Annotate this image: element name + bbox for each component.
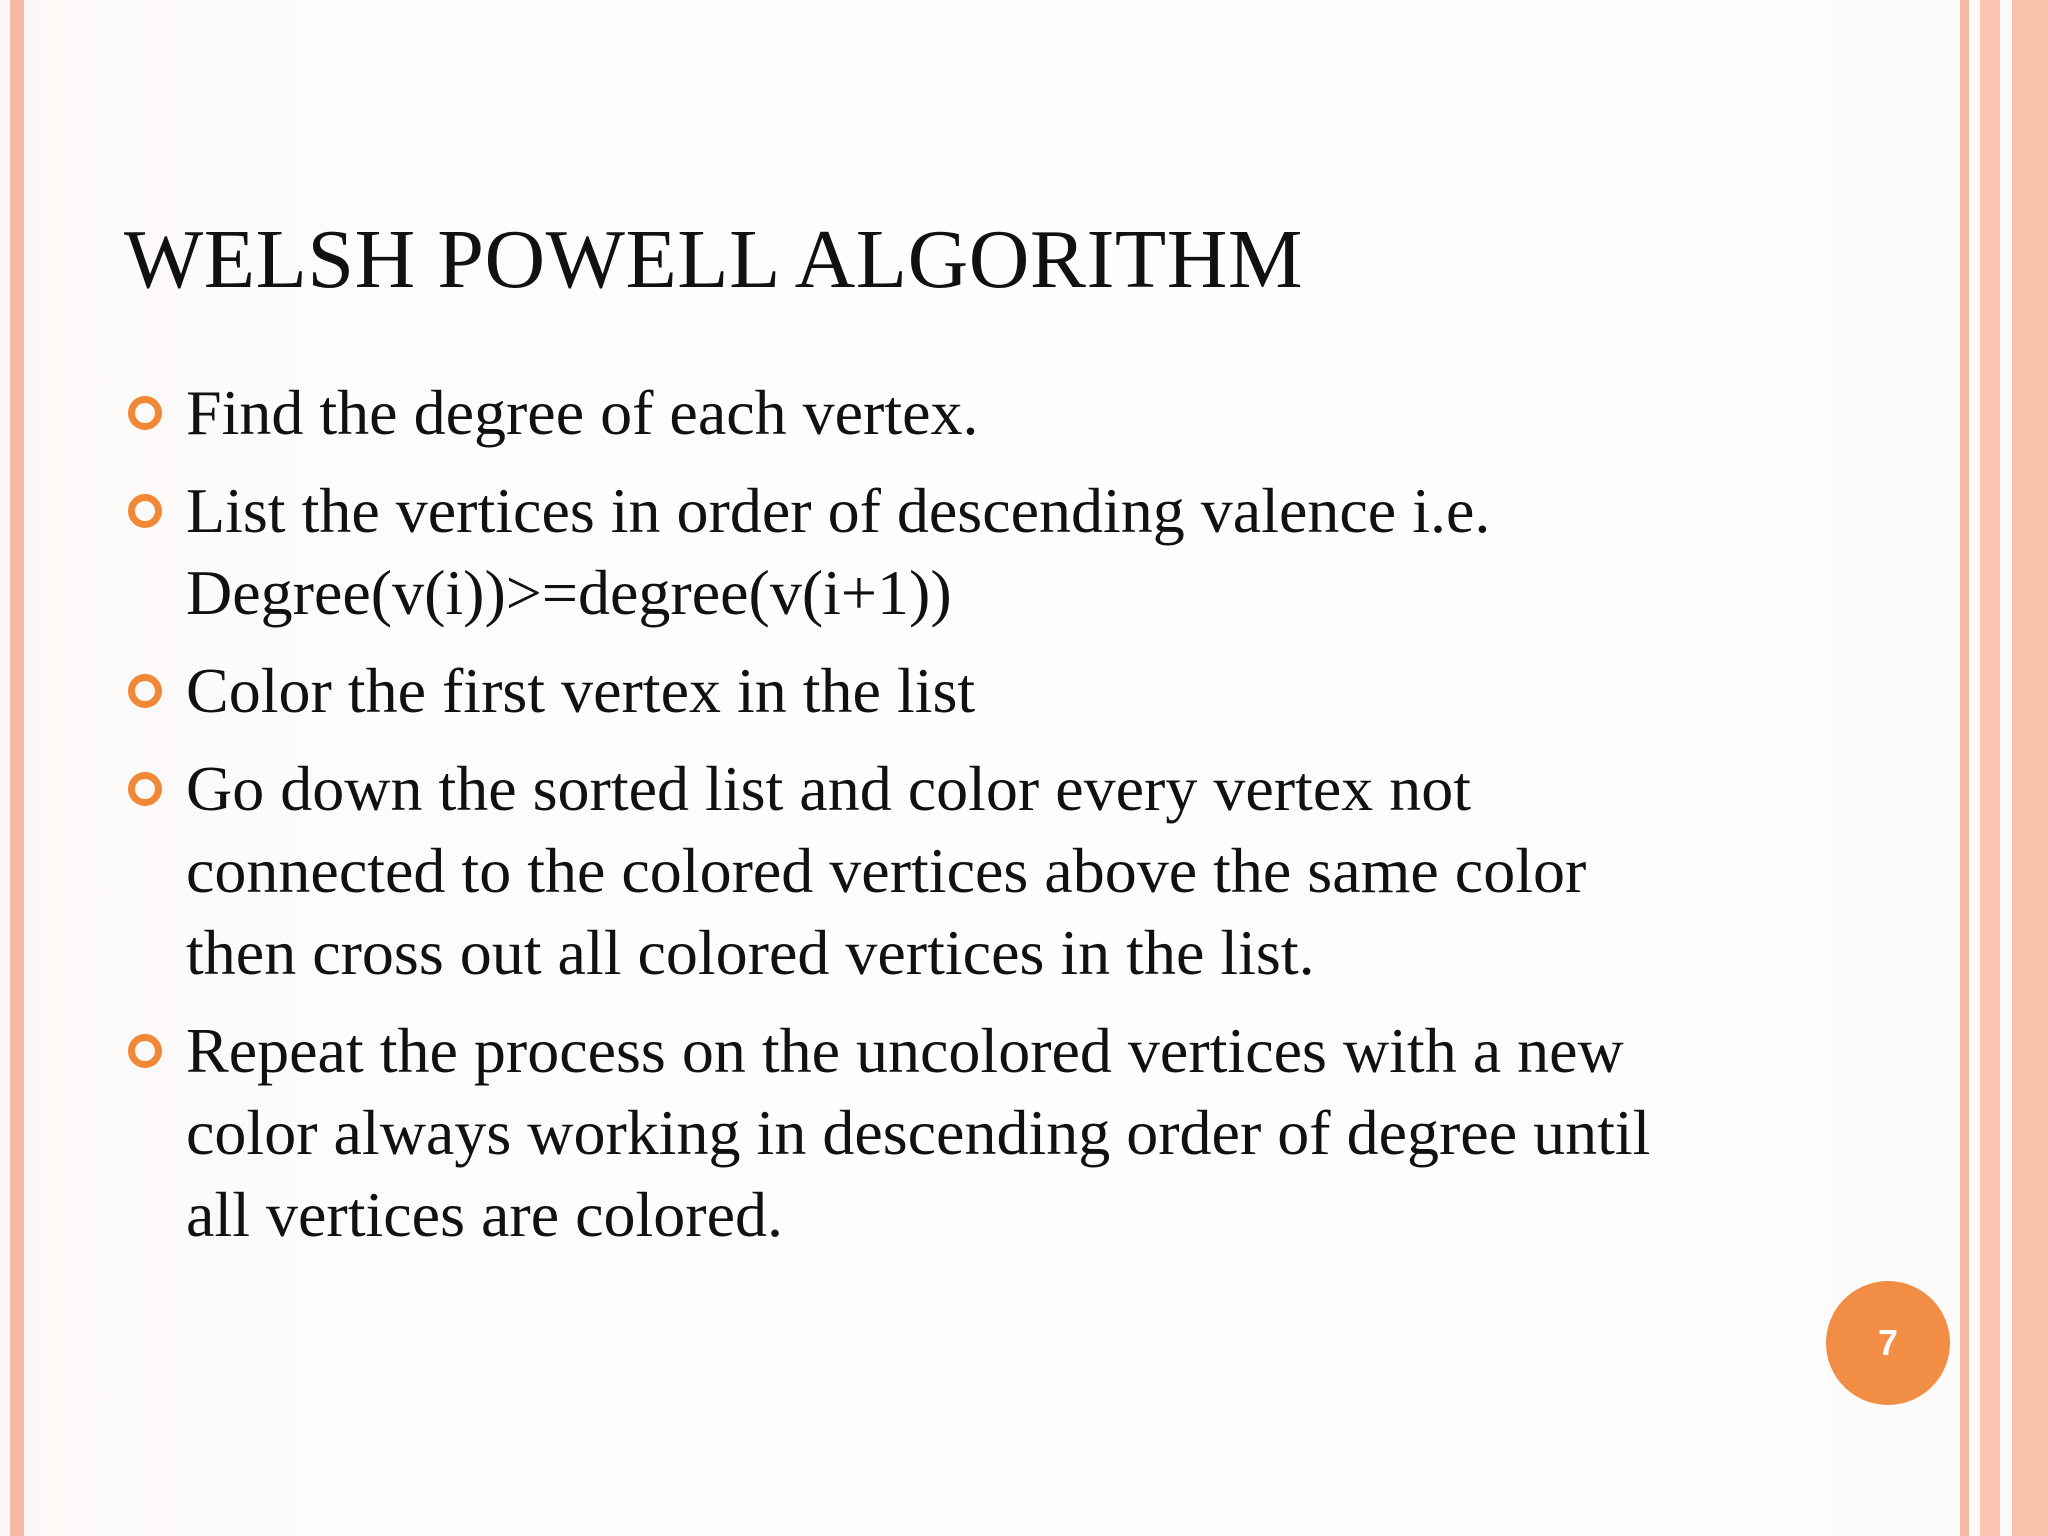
- bullet-list: [124, 372, 1704, 1272]
- bullet-text: Go down the sorted list and color every vertex not connected to the colored vertices above the same color then cross out all colored vertices in the list.: [186, 753, 1587, 988]
- bullet-item: [124, 470, 1704, 634]
- bullet-text: List the vertices in order of descending valence i.e. Degree(v(i))>=degree(v(i+1)): [186, 475, 1491, 628]
- page-number-badge: 7: [1826, 1281, 1950, 1405]
- right-border-stripe: [1980, 0, 2000, 1536]
- left-border-stripe: [10, 0, 24, 1536]
- bullet-item: [124, 748, 1704, 994]
- bullet-text: Repeat the process on the uncolored vertices with a new color always working in descending order of degree until all vertices are colored.: [186, 1015, 1651, 1250]
- slide-title: WELSH POWELL ALGORITHM: [124, 213, 1304, 306]
- bullet-item: [124, 1010, 1704, 1256]
- right-border-stripe: [2012, 0, 2048, 1536]
- hollow-circle-icon: [128, 1034, 162, 1068]
- hollow-circle-icon: [128, 674, 162, 708]
- hollow-circle-icon: [128, 494, 162, 528]
- bullet-text: Color the first vertex in the list: [186, 655, 976, 726]
- right-border-stripe: [1960, 0, 1969, 1536]
- hollow-circle-icon: [128, 772, 162, 806]
- bullet-item: [124, 650, 1704, 732]
- bullet-item: [124, 372, 1704, 454]
- bullet-text: Find the degree of each vertex.: [186, 377, 979, 448]
- hollow-circle-icon: [128, 396, 162, 430]
